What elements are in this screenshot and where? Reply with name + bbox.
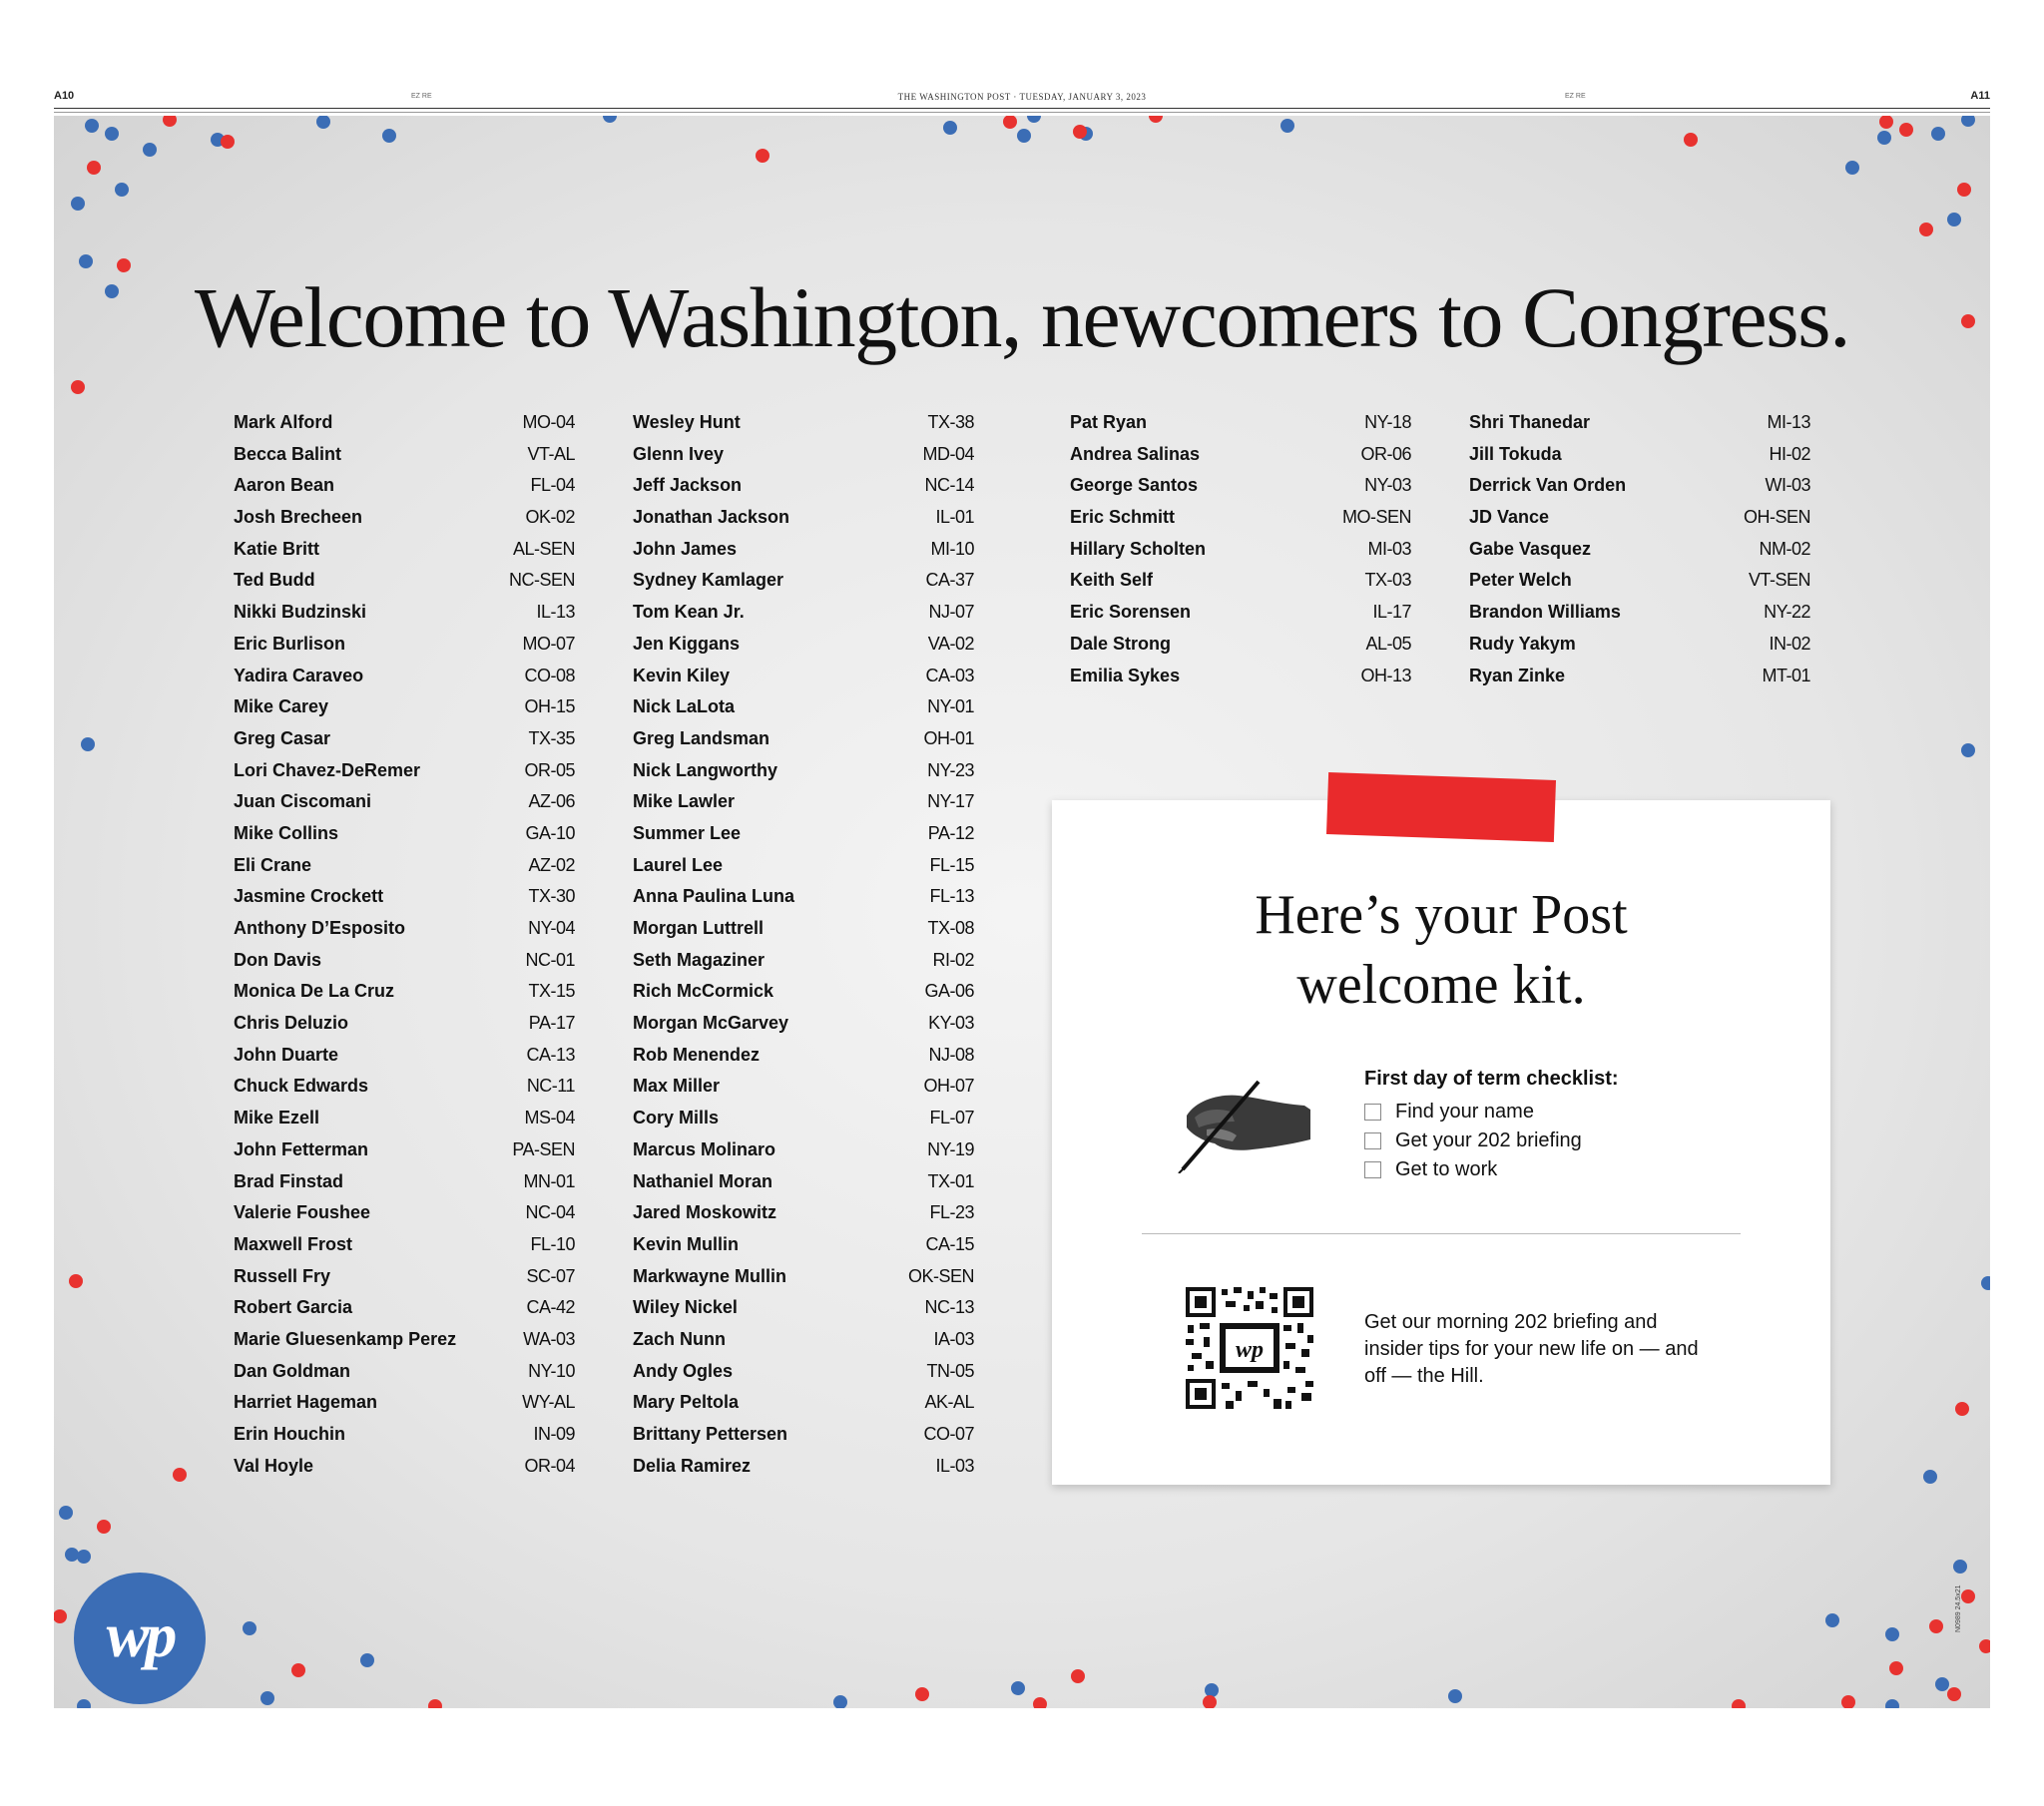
member-district: OH-SEN: [1743, 507, 1810, 528]
member-row: [1469, 470, 1810, 502]
member-district: TX-01: [927, 1170, 974, 1191]
member-name: Eric Sorensen: [1070, 602, 1192, 623]
member-district: TX-30: [528, 886, 575, 907]
member-district: WY-AL: [522, 1392, 575, 1413]
member-row: [633, 439, 974, 471]
member-district: OR-06: [1360, 443, 1411, 464]
member-name: Derrick Van Orden: [1469, 475, 1627, 496]
member-name: Peter Welch: [1469, 570, 1572, 591]
member-row: [633, 1261, 974, 1293]
member-name: Kevin Mullin: [633, 1233, 740, 1254]
checklist-item-label: Get your 202 briefing: [1395, 1129, 1582, 1151]
member-district: NY-04: [528, 918, 575, 938]
member-name: Dale Strong: [1070, 633, 1172, 654]
member-name: Cory Mills: [633, 1108, 720, 1129]
member-name: Yadira Caraveo: [234, 665, 364, 685]
member-name: Laurel Lee: [633, 854, 724, 875]
member-district: CO-08: [524, 665, 575, 685]
member-district: NM-02: [1759, 538, 1810, 559]
member-name: Lori Chavez-DeRemer: [234, 759, 421, 780]
member-row: [1070, 439, 1411, 471]
member-district: TN-05: [926, 1360, 974, 1381]
member-row: [234, 1008, 575, 1040]
member-row: [234, 1261, 575, 1293]
member-row: [234, 1356, 575, 1388]
member-row: [234, 755, 575, 787]
member-row: [1070, 470, 1411, 502]
member-district: NC-SEN: [508, 570, 575, 591]
member-row: [1469, 629, 1810, 661]
member-name: Juan Ciscomani: [234, 791, 372, 812]
member-row: [1070, 629, 1411, 661]
member-name: Gabe Vasquez: [1469, 538, 1592, 559]
member-row: [633, 1229, 974, 1261]
member-district: FL-10: [530, 1233, 575, 1254]
member-district: FL-04: [530, 475, 575, 496]
member-district: AZ-06: [528, 791, 575, 812]
member-name: Jared Moskowitz: [633, 1202, 777, 1223]
member-district: FL-23: [929, 1202, 974, 1223]
member-name: Brandon Williams: [1469, 602, 1621, 623]
member-name: Eric Burlison: [234, 633, 346, 654]
member-row: [633, 755, 974, 787]
member-row: [234, 597, 575, 629]
member-district: NJ-07: [928, 602, 974, 623]
member-district: OH-07: [923, 1076, 974, 1097]
member-district: WA-03: [523, 1328, 575, 1349]
member-district: OR-04: [524, 1455, 575, 1476]
member-name: Robert Garcia: [234, 1297, 353, 1318]
member-row: [234, 723, 575, 755]
member-row: [234, 502, 575, 534]
members-column-2: [633, 407, 974, 1482]
member-district: GA-10: [525, 822, 575, 843]
member-name: John Duarte: [234, 1044, 339, 1065]
member-district: CA-42: [526, 1297, 575, 1318]
member-row: [1070, 661, 1411, 692]
member-name: Mike Collins: [234, 822, 339, 843]
member-district: CA-03: [925, 665, 974, 685]
member-name: Rob Menendez: [633, 1044, 761, 1065]
headline: Welcome to Washington, newcomers to Congress.: [194, 269, 1850, 365]
member-name: Mark Alford: [234, 412, 333, 432]
members-column-3: [1070, 407, 1411, 691]
member-district: IN-09: [533, 1424, 575, 1444]
member-row: [633, 1134, 974, 1166]
member-name: Kevin Kiley: [633, 665, 731, 685]
member-name: Mary Peltola: [633, 1392, 740, 1413]
member-row: [234, 945, 575, 977]
member-row: [633, 818, 974, 850]
member-name: Sydney Kamlager: [633, 570, 784, 591]
member-row: [633, 723, 974, 755]
folio-masthead: THE WASHINGTON POST · TUESDAY, JANUARY 3, 2023: [897, 92, 1147, 102]
checklist-item: [1364, 1155, 1582, 1184]
checklist-item: [1364, 1098, 1582, 1127]
kit-title-line-1: Here’s your Post: [1255, 884, 1628, 946]
member-row: [633, 1103, 974, 1134]
advertisement: [54, 116, 1990, 1708]
checklist: [1364, 1098, 1582, 1184]
member-name: Andy Ogles: [633, 1360, 734, 1381]
member-row: [633, 597, 974, 629]
member-district: CO-07: [923, 1424, 974, 1444]
checkbox-icon: [1364, 1132, 1381, 1149]
member-district: MI-03: [1367, 538, 1411, 559]
checkbox-icon: [1364, 1104, 1381, 1121]
member-name: Erin Houchin: [234, 1424, 345, 1444]
member-district: MO-04: [522, 412, 575, 432]
member-name: Mike Ezell: [234, 1108, 320, 1129]
member-row: [633, 976, 974, 1008]
member-row: [1070, 565, 1411, 597]
member-district: NJ-08: [928, 1044, 974, 1065]
ad-code: N0989 24.5x21: [1955, 1584, 1962, 1632]
member-row: [633, 1324, 974, 1356]
member-district: MI-10: [930, 538, 974, 559]
member-district: AL-SEN: [512, 538, 575, 559]
welcome-kit-title: [1052, 880, 1830, 1020]
member-row: [633, 945, 974, 977]
member-name: Jill Tokuda: [1469, 443, 1562, 464]
member-district: NY-22: [1764, 602, 1810, 623]
member-row: [1469, 565, 1810, 597]
member-district: TX-35: [528, 727, 575, 748]
member-district: NC-04: [525, 1202, 575, 1223]
member-row: [1469, 534, 1810, 566]
member-district: TX-08: [927, 918, 974, 938]
member-row: [633, 661, 974, 692]
member-row: [1469, 439, 1810, 471]
member-district: MI-13: [1767, 412, 1810, 432]
member-row: [234, 818, 575, 850]
folio-left: A10: [54, 90, 75, 102]
member-name: Hillary Scholten: [1070, 538, 1207, 559]
member-district: PA-17: [528, 1013, 575, 1034]
member-district: PA-12: [927, 822, 974, 843]
member-district: KY-03: [928, 1013, 974, 1034]
member-name: Anna Paulina Luna: [633, 886, 795, 907]
member-district: IL-03: [935, 1455, 974, 1476]
member-row: [633, 786, 974, 818]
member-row: [1469, 661, 1810, 692]
member-district: MT-01: [1762, 665, 1810, 685]
member-name: Valerie Foushee: [234, 1202, 371, 1223]
member-row: [1070, 407, 1411, 439]
member-name: Morgan McGarvey: [633, 1013, 789, 1034]
member-name: Morgan Luttrell: [633, 918, 764, 938]
member-name: Rich McCormick: [633, 981, 774, 1002]
member-row: [234, 1134, 575, 1166]
member-district: CA-13: [526, 1044, 575, 1065]
member-row: [633, 1197, 974, 1229]
qr-code-icon: [1186, 1287, 1313, 1409]
member-name: Aaron Bean: [234, 475, 335, 496]
member-row: [1070, 597, 1411, 629]
member-name: Rudy Yakym: [1469, 633, 1576, 654]
member-name: JD Vance: [1469, 507, 1550, 528]
member-row: [234, 565, 575, 597]
member-name: Val Hoyle: [234, 1455, 314, 1476]
checkbox-icon: [1364, 1161, 1381, 1178]
member-row: [1469, 407, 1810, 439]
member-row: [234, 1197, 575, 1229]
member-name: Ted Budd: [234, 570, 315, 591]
member-name: Pat Ryan: [1070, 412, 1148, 432]
qr-logo: wp: [1235, 1337, 1265, 1363]
member-row: [1469, 502, 1810, 534]
member-row: [234, 1451, 575, 1483]
member-row: [633, 1071, 974, 1103]
member-row: [234, 1229, 575, 1261]
tape-strip: [1326, 772, 1556, 842]
member-name: Chris Deluzio: [234, 1013, 349, 1034]
member-name: Ryan Zinke: [1469, 665, 1566, 685]
member-name: John Fetterman: [234, 1138, 369, 1159]
member-name: Becca Balint: [234, 443, 342, 464]
member-row: [234, 1103, 575, 1134]
member-name: Eric Schmitt: [1070, 507, 1176, 528]
member-name: Russell Fry: [234, 1265, 331, 1286]
folio-code-right: EZ RE: [1565, 93, 1586, 100]
member-name: Nikki Budzinski: [234, 602, 367, 623]
member-name: Max Miller: [633, 1076, 721, 1097]
member-district: NC-13: [924, 1297, 974, 1318]
member-district: NY-10: [528, 1360, 575, 1381]
member-row: [234, 439, 575, 471]
member-district: NC-11: [526, 1076, 575, 1097]
kit-title-line-2: welcome kit.: [1296, 954, 1586, 1016]
member-row: [234, 407, 575, 439]
member-name: Don Davis: [234, 949, 322, 970]
member-name: John James: [633, 538, 738, 559]
checklist-title: First day of term checklist:: [1364, 1068, 1619, 1090]
member-name: Dan Goldman: [234, 1360, 351, 1381]
member-district: NY-19: [927, 1138, 974, 1159]
checklist-item-label: Get to work: [1395, 1158, 1498, 1180]
member-district: NY-01: [927, 696, 974, 717]
member-district: IL-17: [1372, 602, 1411, 623]
member-district: FL-13: [929, 886, 974, 907]
member-row: [234, 470, 575, 502]
member-district: FL-15: [929, 854, 974, 875]
member-district: TX-38: [927, 412, 974, 432]
member-row: [234, 786, 575, 818]
top-rule-secondary: [54, 112, 1990, 113]
member-row: [633, 850, 974, 882]
member-row: [234, 913, 575, 945]
checklist-item-label: Find your name: [1395, 1101, 1534, 1123]
member-district: CA-15: [925, 1233, 974, 1254]
washington-post-logo: [74, 1573, 206, 1704]
member-name: Emilia Sykes: [1070, 665, 1181, 685]
member-row: [633, 470, 974, 502]
member-row: [1070, 502, 1411, 534]
member-name: Anthony D’Esposito: [234, 918, 405, 938]
member-district: OK-SEN: [907, 1265, 974, 1286]
member-district: GA-06: [924, 981, 974, 1002]
member-district: NY-18: [1364, 412, 1411, 432]
member-name: Wiley Nickel: [633, 1297, 738, 1318]
member-district: NY-03: [1364, 475, 1411, 496]
member-row: [234, 1040, 575, 1072]
member-district: WI-03: [1765, 475, 1810, 496]
member-district: IL-01: [935, 507, 974, 528]
member-name: Monica De La Cruz: [234, 981, 395, 1002]
member-name: Eli Crane: [234, 854, 312, 875]
member-district: TX-03: [1364, 570, 1411, 591]
member-district: AZ-02: [528, 854, 575, 875]
member-name: Brittany Pettersen: [633, 1424, 788, 1444]
member-name: Nick LaLota: [633, 696, 736, 717]
member-district: NY-23: [927, 759, 974, 780]
member-name: Mike Carey: [234, 696, 329, 717]
member-name: Shri Thanedar: [1469, 412, 1591, 432]
member-row: [234, 1071, 575, 1103]
member-district: OH-01: [923, 727, 974, 748]
member-name: Seth Magaziner: [633, 949, 766, 970]
member-row: [1070, 534, 1411, 566]
member-district: OH-13: [1360, 665, 1411, 685]
member-district: VT-SEN: [1748, 570, 1810, 591]
member-row: [234, 976, 575, 1008]
member-row: [633, 881, 974, 913]
member-row: [1469, 597, 1810, 629]
member-district: FL-07: [929, 1108, 974, 1129]
member-district: NC-14: [924, 475, 974, 496]
member-row: [633, 1356, 974, 1388]
member-district: OH-15: [524, 696, 575, 717]
member-row: [633, 502, 974, 534]
member-row: [633, 1387, 974, 1419]
member-name: Brad Finstad: [234, 1170, 344, 1191]
member-row: [234, 850, 575, 882]
member-district: NY-17: [927, 791, 974, 812]
members-column-1: [234, 407, 575, 1482]
member-row: [633, 1166, 974, 1198]
member-name: Wesley Hunt: [633, 412, 741, 432]
member-row: [633, 1419, 974, 1451]
member-row: [633, 565, 974, 597]
member-row: [234, 629, 575, 661]
member-name: Glenn Ivey: [633, 443, 725, 464]
member-district: MS-04: [524, 1108, 575, 1129]
member-name: Nick Langworthy: [633, 759, 778, 780]
member-name: Zach Nunn: [633, 1328, 726, 1349]
member-district: CA-37: [925, 570, 974, 591]
member-row: [633, 1292, 974, 1324]
member-name: Chuck Edwards: [234, 1076, 369, 1097]
member-name: George Santos: [1070, 475, 1199, 496]
member-name: Mike Lawler: [633, 791, 736, 812]
member-district: VA-02: [927, 633, 974, 654]
member-row: [234, 1324, 575, 1356]
member-district: HI-02: [1769, 443, 1810, 464]
member-name: Jeff Jackson: [633, 475, 743, 496]
member-district: TX-15: [528, 981, 575, 1002]
promo-text: Get our morning 202 briefing and insider tips for your new life on — and off — the Hill.: [1364, 1311, 1699, 1387]
member-district: RI-02: [932, 949, 974, 970]
member-row: [234, 1166, 575, 1198]
member-district: OK-02: [525, 507, 575, 528]
checklist-item: [1364, 1127, 1582, 1155]
member-district: PA-SEN: [512, 1138, 575, 1159]
member-row: [234, 1292, 575, 1324]
member-name: Andrea Salinas: [1070, 443, 1201, 464]
member-district: IL-13: [536, 602, 575, 623]
member-name: Marie Gluesenkamp Perez: [234, 1328, 457, 1349]
top-rule: [54, 108, 1990, 109]
member-name: Harriet Hageman: [234, 1392, 378, 1413]
member-row: [633, 407, 974, 439]
member-row: [234, 534, 575, 566]
member-row: [633, 534, 974, 566]
member-name: Katie Britt: [234, 538, 320, 559]
member-row: [633, 629, 974, 661]
member-name: Josh Brecheen: [234, 507, 363, 528]
member-name: Nathaniel Moran: [633, 1170, 773, 1191]
member-district: AK-AL: [924, 1392, 974, 1413]
kit-divider: [1142, 1233, 1741, 1234]
member-district: OR-05: [524, 759, 575, 780]
member-district: MD-04: [922, 443, 974, 464]
members-column-4: [1469, 407, 1810, 691]
member-district: MO-07: [522, 633, 575, 654]
folio-code-left: EZ RE: [411, 93, 432, 100]
member-district: VT-AL: [527, 443, 575, 464]
member-name: Markwayne Mullin: [633, 1265, 787, 1286]
member-name: Greg Landsman: [633, 727, 770, 748]
member-row: [234, 1387, 575, 1419]
welcome-kit-card: [1052, 800, 1830, 1485]
member-district: AL-05: [1365, 633, 1411, 654]
hand-pen-icon: [1177, 1078, 1316, 1173]
folio-right: A11: [1970, 90, 1990, 102]
member-row: [234, 881, 575, 913]
member-name: Marcus Molinaro: [633, 1138, 776, 1159]
member-name: Jonathan Jackson: [633, 507, 790, 528]
member-name: Greg Casar: [234, 727, 331, 748]
member-name: Delia Ramirez: [633, 1455, 752, 1476]
member-name: Jen Kiggans: [633, 633, 741, 654]
member-row: [633, 691, 974, 723]
member-row: [633, 1008, 974, 1040]
member-row: [633, 913, 974, 945]
member-district: SC-07: [526, 1265, 575, 1286]
member-name: Tom Kean Jr.: [633, 602, 745, 623]
member-row: [633, 1040, 974, 1072]
member-row: [234, 691, 575, 723]
member-name: Jasmine Crockett: [234, 886, 384, 907]
member-district: MN-01: [523, 1170, 575, 1191]
member-name: Keith Self: [1070, 570, 1154, 591]
member-row: [234, 1419, 575, 1451]
member-name: Summer Lee: [633, 822, 742, 843]
member-name: Maxwell Frost: [234, 1233, 353, 1254]
member-district: NC-01: [525, 949, 575, 970]
member-row: [234, 661, 575, 692]
logo-monogram: wp: [106, 1599, 174, 1670]
member-district: MO-SEN: [1342, 507, 1411, 528]
member-district: IA-03: [933, 1328, 974, 1349]
member-row: [633, 1451, 974, 1483]
member-district: IN-02: [1769, 633, 1810, 654]
